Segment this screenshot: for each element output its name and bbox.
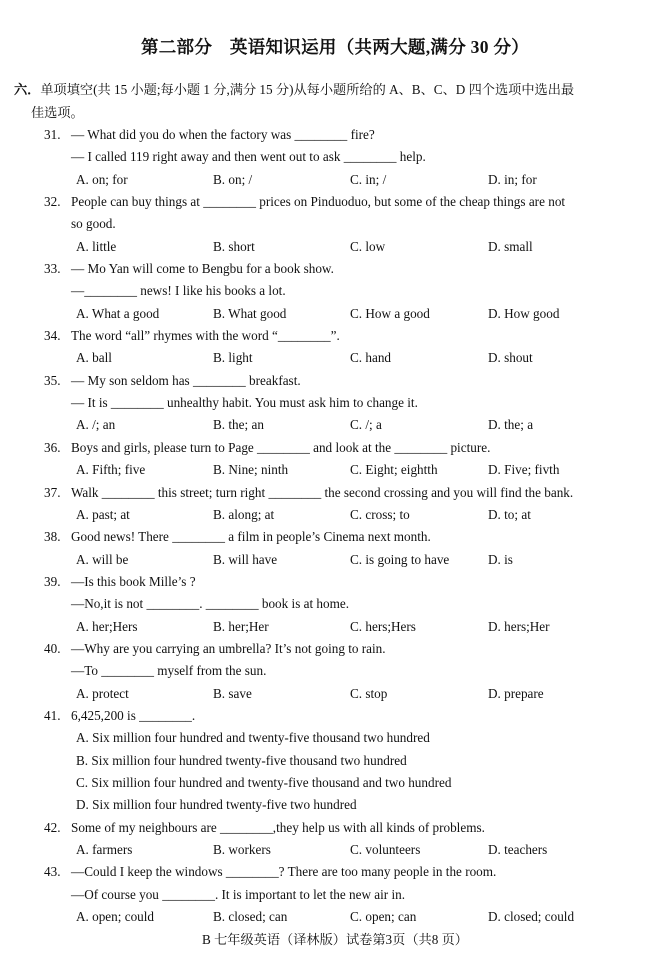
options-row (0, 683, 670, 705)
question-text: The word “all” rhymes with the word “________”. (71, 328, 340, 344)
options-row (0, 906, 670, 928)
question-number: 38. (44, 529, 61, 545)
question-line (0, 861, 670, 883)
option-d: D. Six million four hundred twenty-five two hundred (76, 797, 357, 813)
question-line (0, 392, 670, 414)
question-item (0, 258, 670, 325)
option-d: D. closed; could (488, 909, 575, 925)
question-number: 37. (44, 484, 61, 500)
question-text: —Why are you carrying an umbrella? It’s not going to rain. (71, 640, 386, 656)
options-row (0, 459, 670, 481)
options-row (0, 616, 670, 638)
option-c: C. Six million four hundred and twenty-five thousand and two hundred (76, 774, 452, 790)
option-c: C. open; can (350, 909, 417, 925)
option-d: D. is (488, 551, 513, 567)
question-text: — Mo Yan will come to Bengbu for a book show. (71, 261, 334, 277)
option-b: B. will have (213, 551, 278, 567)
option-d: D. the; a (488, 417, 534, 433)
section-number: 六． (14, 82, 41, 97)
option-a: A. on; for (76, 171, 128, 187)
question-line (0, 437, 670, 459)
question-number: 42. (44, 819, 61, 835)
option-b: B. her;Her (213, 618, 269, 634)
question-text: People can buy things at ________ prices on Pinduoduo, but some of the cheap things are not (71, 194, 566, 210)
question-text: — What did you do when the factory was ________ fire? (71, 127, 375, 142)
question-text: —No,it is not ________. ________ book is at home. (71, 596, 350, 612)
option-c: C. hers;Hers (350, 618, 416, 634)
option-c: C. low (350, 238, 386, 254)
option-b: B. short (213, 238, 255, 254)
question-number: 32. (44, 194, 61, 210)
question-line (0, 191, 670, 213)
question-number: 33. (44, 261, 61, 277)
question-line (0, 325, 670, 347)
section-instructions (14, 79, 660, 124)
question-item (0, 571, 670, 638)
option-a: A. little (76, 238, 117, 254)
question-item (0, 817, 670, 862)
options-row (0, 839, 670, 861)
instructions-text: 单项填空(共 15 小题;每小题 1 分,满分 15 分)从每小题所给的 A、B、C、D 四个选项中选出最 (40, 82, 575, 97)
option-d: D. to; at (488, 506, 531, 522)
option-a: A. Six million four hundred and twenty-five thousand two hundred (76, 730, 430, 746)
question-line (0, 593, 670, 615)
option-b: B. light (213, 350, 253, 366)
instructions-line-2: 佳选项。 (31, 104, 84, 120)
question-text: — My son seldom has ________ breakfast. (71, 372, 301, 388)
option-b: B. the; an (213, 417, 264, 433)
option-a: A. Fifth; five (76, 462, 146, 478)
option-c: C. /; a (350, 417, 382, 433)
option-d: D. shout (488, 350, 533, 366)
question-item (0, 526, 670, 571)
question-number: 39. (44, 573, 61, 589)
options-row (0, 549, 670, 571)
page-footer: B 七年级英语（译林版）试卷第3页（共8 页） (202, 932, 468, 947)
options-row (0, 772, 670, 794)
question-text: Boys and girls, please turn to Page ________ and look at the ________ picture. (71, 439, 491, 455)
options-row (0, 414, 670, 436)
question-item (0, 370, 670, 437)
question-item (0, 437, 670, 482)
question-number: 34. (44, 328, 61, 344)
option-d: D. teachers (488, 842, 548, 857)
question-line (0, 124, 670, 146)
question-text: —Is this book Mille’s ? (71, 573, 196, 589)
question-line (0, 571, 670, 593)
question-text: Some of my neighbours are ________,they help us with all kinds of problems. (71, 819, 485, 835)
option-a: A. her;Hers (76, 618, 138, 634)
option-d: D. How good (488, 305, 560, 321)
question-text: so good. (71, 216, 116, 232)
options-row (0, 169, 670, 191)
question-number: 41. (44, 707, 61, 723)
option-d: D. Five; fivth (488, 462, 560, 478)
question-item (0, 482, 670, 527)
question-line (0, 705, 670, 727)
options-row (0, 504, 670, 526)
options-row (0, 794, 670, 816)
part-title: 第二部分 英语知识运用（共两大题,满分 30 分） (140, 37, 530, 57)
question-line (0, 660, 670, 682)
question-item (0, 191, 670, 258)
question-line (0, 146, 670, 168)
question-item (0, 638, 670, 705)
option-c: C. volunteers (350, 842, 421, 857)
option-c: C. stop (350, 685, 388, 701)
question-text: —Of course you ________. It is important to let the new air in. (71, 886, 406, 902)
option-b: B. on; / (213, 171, 253, 187)
question-item (0, 325, 670, 370)
question-line (0, 258, 670, 280)
question-text: 6,425,200 is ________. (71, 707, 196, 723)
question-text: —________ news! I like his books a lot. (71, 283, 286, 299)
question-number: 31. (44, 127, 61, 142)
option-b: B. save (213, 685, 252, 701)
question-number: 40. (44, 640, 61, 656)
instructions-line-1 (14, 79, 660, 102)
option-a: A. /; an (76, 417, 116, 433)
options-row (0, 236, 670, 258)
option-a: A. ball (76, 350, 112, 366)
question-text: —To ________ myself from the sun. (71, 663, 267, 679)
question-text: —Could I keep the windows ________? There are too many people in the room. (71, 864, 497, 880)
options-row (0, 347, 670, 369)
option-b: B. Nine; ninth (213, 462, 289, 478)
option-c: C. is going to have (350, 551, 450, 567)
question-text: — I called 119 right away and then went out to ask ________ help. (71, 149, 426, 165)
option-a: A. farmers (76, 842, 133, 857)
question-line (0, 638, 670, 660)
option-c: C. Eight; eightth (350, 462, 438, 478)
question-item (0, 861, 670, 928)
option-b: B. workers (213, 842, 271, 857)
option-b: B. What good (213, 305, 287, 321)
question-item (0, 705, 670, 817)
question-item (0, 124, 670, 191)
option-a: A. will be (76, 551, 129, 567)
question-number: 43. (44, 864, 61, 880)
question-line (0, 526, 670, 548)
option-b: B. Six million four hundred twenty-five thousand two hundred (76, 752, 407, 768)
question-number: 35. (44, 372, 61, 388)
options-row (0, 750, 670, 772)
option-c: C. hand (350, 350, 392, 366)
option-a: A. past; at (76, 506, 130, 522)
question-line (0, 370, 670, 392)
question-list (0, 124, 670, 928)
option-a: A. protect (76, 685, 129, 701)
question-text: — It is ________ unhealthy habit. You must ask him to change it. (71, 395, 418, 411)
option-d: D. hers;Her (488, 618, 550, 634)
options-row (0, 727, 670, 749)
option-d: D. prepare (488, 685, 544, 701)
option-a: A. open; could (76, 909, 155, 925)
question-line (0, 817, 670, 839)
question-line (0, 213, 670, 235)
question-text: Walk ________ this street; turn right ________ the second crossing and you will find the bank. (71, 484, 574, 500)
question-number: 36. (44, 439, 61, 455)
question-text: Good news! There ________ a film in people’s Cinema next month. (71, 529, 431, 545)
option-a: A. What a good (76, 305, 160, 321)
option-c: C. cross; to (350, 506, 410, 522)
option-b: B. along; at (213, 506, 275, 522)
option-d: D. small (488, 238, 533, 254)
options-row (0, 303, 670, 325)
option-c: C. How a good (350, 305, 430, 321)
question-line (0, 884, 670, 906)
option-b: B. closed; can (213, 909, 288, 925)
option-c: C. in; / (350, 171, 387, 187)
option-d: D. in; for (488, 171, 537, 187)
question-line (0, 482, 670, 504)
question-line (0, 280, 670, 302)
